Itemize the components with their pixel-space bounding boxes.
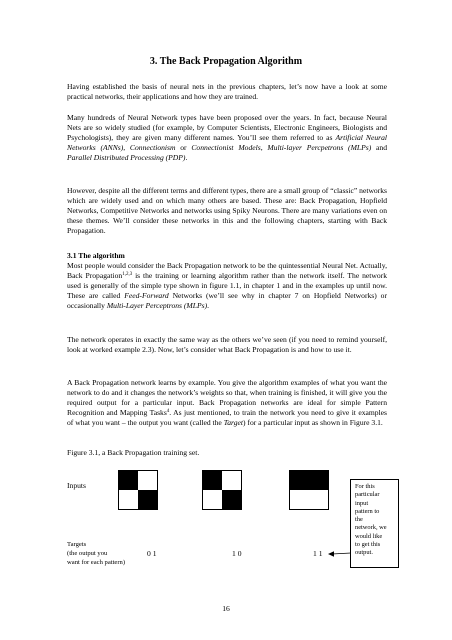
pattern-cell [309, 490, 328, 509]
paragraph-algorithm: Most people would consider the Back Propagation network to be the quintessential Neural Net. Actually, Back Propagation$^{1,2,3}$ is the training or learning algorithm rather than the network itself. The network used is generally of the simple type shown in figure 1.1, in chapter 1 and in the examples up until now. These are called Feed-Forward Networks (we’ll see why in chapter 7 on Hopfield Networks) or occasionally Multi-Layer Perceptrons (MLPs). [67, 261, 387, 310]
pattern-cell [290, 490, 309, 509]
page-number: 16 [222, 604, 230, 613]
pattern-cell [222, 471, 241, 490]
paragraph-learning-by-example: A Back Propagation network learns by example. You give the algorithm examples of what you want the network to do and it changes the network’s weights so that, when training is finished, it will give you the required output for a particular input. Back Propagation networks are ideal for simple Pattern Recognition and Mapping Tasks$^4$. As just mentioned, to train the network you need to give it examples of what you want – the output you want (called the Target) for a particular input as shown in Figure 3.1. [67, 378, 388, 427]
target-callout-box [350, 479, 399, 568]
callout-line: output. [355, 549, 373, 557]
pattern-cell [203, 471, 222, 490]
targets-label: Targets [67, 541, 87, 548]
pattern-cell [203, 490, 222, 509]
pattern-cell [309, 471, 328, 490]
callout-line: particular [355, 491, 380, 499]
pattern-cell [119, 471, 138, 490]
callout-line: pattern to [355, 507, 380, 515]
target-output-3: 1 1 [313, 549, 323, 558]
inputs-label: Inputs [67, 481, 86, 490]
targets-description-line-2: want for each pattern) [67, 559, 126, 566]
section-heading-algorithm: 3.1 The algorithm [67, 251, 125, 260]
callout-line: network, we [355, 524, 387, 532]
pattern-cell [138, 471, 157, 490]
callout-line: to get this [355, 541, 381, 549]
input-pattern-1 [118, 470, 158, 510]
input-pattern-2 [202, 470, 242, 510]
callout-line: the [355, 516, 363, 524]
callout-arrow-icon [326, 548, 352, 560]
paragraph-classic-networks: However, despite all the different terms and different types, there are a small group of “classic” networks which are widely used and on which many others are based. These are: Back Propagation, Hopfield Networks, Competitive Networks and networks using Spiky Neurons. There are many variations even on these themes. We’ll consider these networks in this and the following chapters, starting with Back Propagation. [67, 186, 387, 235]
paragraph-network-types: Many hundreds of Neural Network types have been proposed over the years. In fact, because Neural Nets are so widely studied (for example, by Computer Scientists, Electronic Engineers, Biologists and Psychologists), they are given many different names. You’ll see them referred to as Artificial Neural Networks (ANNs), Connectionism or Connectionist Models, Multi-layer Percpetrons (MLPs) and Parallel Distributed Processing (PDP). [67, 113, 387, 162]
callout-line: For this [355, 483, 375, 490]
figure-caption: Figure 3.1, a Back Propagation training set. [67, 448, 200, 457]
input-pattern-3 [289, 470, 329, 510]
chapter-title: 3. The Back Propagation Algorithm [149, 56, 303, 67]
paragraph-intro: Having established the basis of neural nets in the previous chapters, let’s now have a look at some practical networks, their applications and how they are trained. [67, 82, 387, 101]
pattern-cell [222, 490, 241, 509]
paragraph-network-operation: The network operates in exactly the same way as the others we’ve seen (if you need to remind yourself, look at worked example 2.3). Now, let’s consider what Back Propagation is and how to use it. [67, 335, 387, 354]
callout-line: would like [355, 532, 383, 540]
target-output-1: 0 1 [147, 549, 157, 558]
targets-description-line-1: (the output you [67, 550, 108, 557]
pattern-cell [138, 490, 157, 509]
pattern-cell [119, 490, 138, 509]
pattern-cell [290, 471, 309, 490]
target-output-2: 1 0 [232, 549, 242, 558]
callout-line: input [355, 499, 369, 507]
